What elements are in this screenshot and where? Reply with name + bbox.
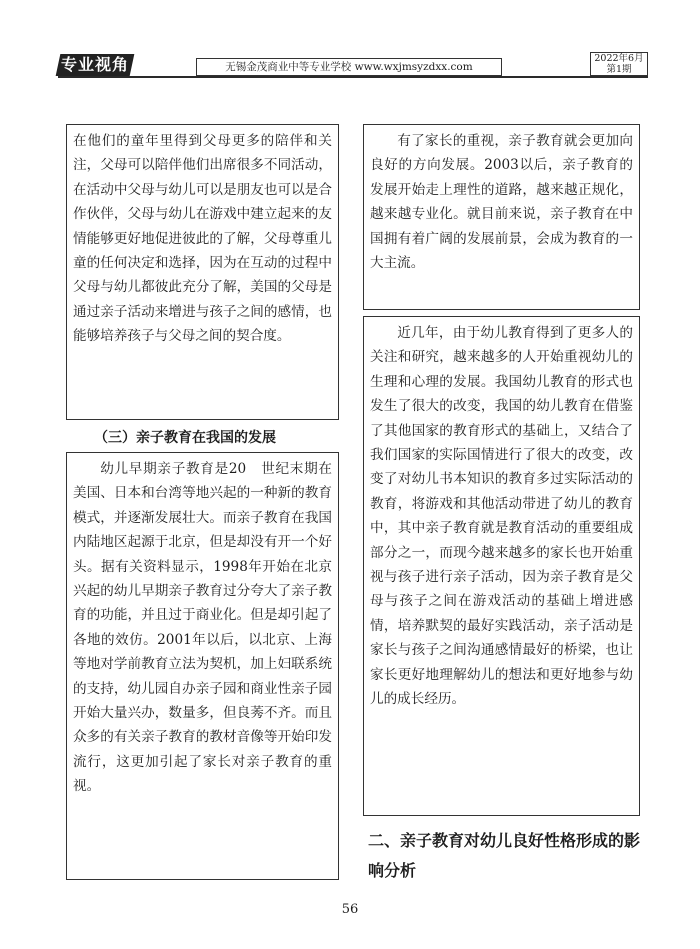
issue-number: 第1期 [606,64,632,75]
header-divider [58,76,648,78]
school-banner: 无锡金茂商业中等专业学校 www.wxjmsyzdxx.com [196,58,502,76]
issue-year: 2022年6月 [594,53,644,64]
section-heading: 二、亲子教育对幼儿良好性格形成的影响分析 [368,831,641,880]
page-number: 56 [341,902,359,917]
section-subheading: （三）亲子教育在我国的发展 [94,430,276,446]
left-paragraph-2: 幼儿早期亲子教育是20 世纪末期在美国、日本和台湾等地兴起的一种新的教育模式，并逐渐发展壮大。而亲子教育在我国内陆地区起源于北京，但是却没有开一个好头。据有关资料显示，1998年开始在北京兴起的幼儿早期亲子教育过分夸大了亲子教育的功能，并且过于商业化。但是却引起了各地的效仿。2001年以后，以北京、上海等地对学前教育立法为契机，加上妇联系统的支持，幼儿园自办亲子园和商业性亲子园开始大量兴办，数量多，但良莠不齐。而且众多的有关亲子教育的教材音像等开始印发流行，这更加引起了家长对亲子教育的重视。 [73,461,332,795]
left-text-box-2 [66,452,339,880]
left-text-box-1 [66,124,339,420]
right-text-box-1 [363,124,640,310]
left-paragraph-1: 在他们的童年里得到父母更多的陪伴和关注，父母可以陪伴他们出席很多不同活动，在活动中父母与幼儿可以是朋友也可以是合作伙伴，父母与幼儿在游戏中建立起来的友情能够更好地促进彼此的了解，父母尊重儿童的任何决定和选择，因为在互动的过程中父母与幼儿都彼此充分了解，美国的父母是通过亲子活动来增进与孩子之间的感情，也能够培养孩子与父母之间的契合度。 [73,133,332,345]
right-paragraph-1: 有了家长的重视，亲子教育就会更加向良好的方向发展。2003以后，亲子教育的发展开始走上理性的道路，越来越正规化，越来越专业化。就目前来说，亲子教育在中国拥有着广阔的发展前景，会成为教育的一大主流。 [370,133,633,272]
issue-badge [590,52,648,76]
right-text-box-2 [363,316,640,816]
right-paragraph-2: 近几年，由于幼儿教育得到了更多人的关注和研究，越来越多的人开始重视幼儿的生理和心理的发展。我国幼儿教育的形式也发生了很大的改变，我国的幼儿教育在借鉴了其他国家的教育形式的基础上，又结合了我们国家的实际国情进行了很大的改变，改变了对幼儿书本知识的教育多过实际活动的教育，将游戏和其他活动带进了幼儿的教育中，其中亲子教育就是教育活动的重要组成部分之一，而现今越来越多的家长也开始重视与孩子进行亲子活动，因为亲子教育是父母与孩子之间在游戏活动的基础上增进感情，培养默契的最好实践活动，亲子活动是家长与孩子之间沟通感情最好的桥梁，也让家长更好地理解幼儿的想法和更好地参与幼儿的成长经历。 [370,325,633,708]
column-logo: 专业视角 [56,54,135,76]
